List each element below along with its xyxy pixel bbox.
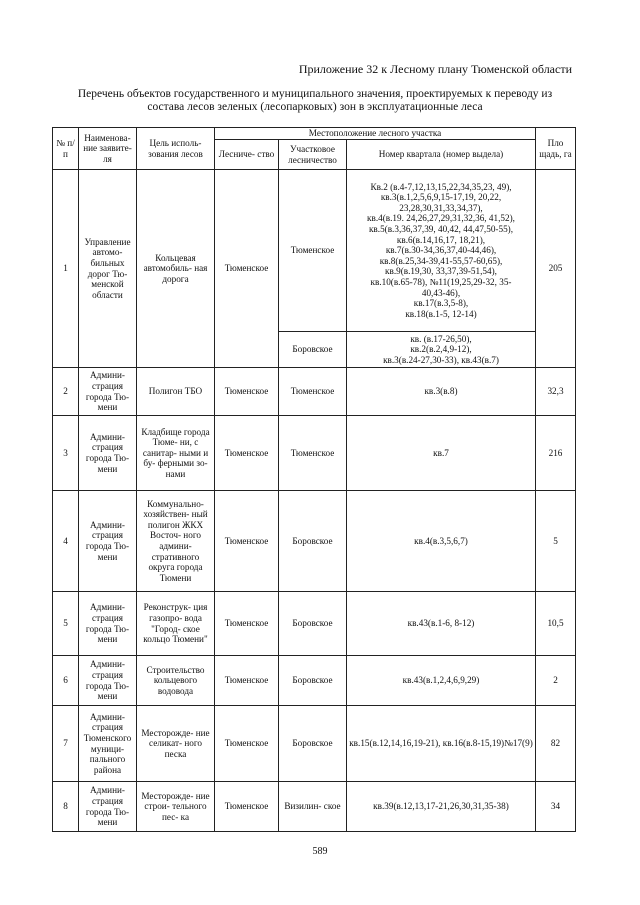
cell-district: Боровское	[279, 332, 347, 368]
header-district: Участковое лесничество	[279, 140, 347, 170]
cell-district: Боровское	[279, 706, 347, 782]
quarter-line: кв.3(в.1,2,5,6,9,15-17,19, 20,22,	[380, 192, 502, 203]
cell-purpose: Месторожде- ние строи- тельного пес- ка	[137, 782, 215, 832]
cell-quarter: кв.3(в.8)	[347, 368, 536, 416]
cell-num: 1	[53, 170, 79, 368]
table-row	[53, 592, 576, 656]
cell-area: 205	[536, 170, 576, 368]
table-row	[53, 416, 576, 491]
quarter-line: 40,43-46),	[421, 287, 461, 298]
cell-area: 82	[536, 706, 576, 782]
cell-area: 10,5	[536, 592, 576, 656]
table-row	[53, 782, 576, 832]
table-row	[53, 706, 576, 782]
cell-purpose: Полигон ТБО	[137, 368, 215, 416]
cell-forestry: Тюменское	[215, 368, 279, 416]
quarter-line: кв.10(в.65-78), №11(19,25,29-32, 35-	[370, 276, 512, 287]
cell-area: 34	[536, 782, 576, 832]
objects-table	[52, 127, 576, 832]
header-forestry: Лесниче- ство	[215, 140, 279, 170]
cell-applicant: Админи- страция города Тю- мени	[79, 416, 137, 491]
header-num: № п/п	[53, 128, 79, 170]
cell-quarter: кв.15(в.12,14,16,19-21), кв.16(в.8-15,19)№17(9)	[347, 706, 536, 782]
cell-forestry: Тюменское	[215, 706, 279, 782]
quarter-line: кв.18(в.1-5, 12-14)	[405, 308, 477, 319]
quarter-line: кв.8(в.25,34-39,41-55,57-60,65),	[379, 255, 503, 266]
quarter-line: кв.7(в.30-34,36,37,40-44,46),	[385, 245, 497, 256]
cell-applicant: Админи- страция города Тю- мени	[79, 491, 137, 592]
cell-num: 2	[53, 368, 79, 416]
cell-area: 32,3	[536, 368, 576, 416]
cell-forestry: Тюменское	[215, 782, 279, 832]
cell-purpose: Реконструк- ция газопро- вода "Город- ское кольцо Тюмени"	[137, 592, 215, 656]
cell-district: Боровское	[279, 592, 347, 656]
cell-quarter: кв.43(в.1-6, 8-12)	[347, 592, 536, 656]
cell-applicant: Админи- страция города Тю- мени	[79, 782, 137, 832]
cell-forestry: Тюменское	[215, 592, 279, 656]
document-title: Перечень объектов государственного и муниципального значения, проектируемых к переводу из состава лесов зеленых (лесопарковых) зон в эксплуатационные леса	[77, 88, 553, 113]
quarter-line: кв.2(в.2,4,9-12),	[410, 344, 472, 355]
cell-purpose: Коммунально- хозяйствен- ный полигон ЖКХ Восточ- ного админи- стративного округа города Тюмени	[137, 491, 215, 592]
cell-forestry: Тюменское	[215, 491, 279, 592]
cell-quarter: кв.39(в.12,13,17-21,26,30,31,35-38)	[347, 782, 536, 832]
quarter-line: кв.5(в.3,36,37,39, 40,42, 44,47,50-55),	[368, 224, 514, 235]
cell-district: Тюменское	[279, 368, 347, 416]
cell-forestry: Тюменское	[215, 170, 279, 368]
cell-num: 4	[53, 491, 79, 592]
cell-applicant: Управление автомо- бильных дорог Тю- менской области	[79, 170, 137, 368]
cell-purpose: Месторожде- ние селикат- ного песка	[137, 706, 215, 782]
header-location: Местоположение лесного участка	[215, 128, 536, 140]
cell-forestry: Тюменское	[215, 416, 279, 491]
quarter-line: кв.4(в.19. 24,26,27,29,31,32,36, 41,52),	[367, 213, 515, 224]
quarter-line: 23,28,30,31,33,34,37),	[399, 202, 483, 213]
header-quarter: Номер квартала (номер выдела)	[347, 140, 536, 170]
cell-quarter: кв.4(в.3,5,6,7)	[347, 491, 536, 592]
cell-applicant: Админи- страция города Тю- мени	[79, 368, 137, 416]
table-row	[53, 491, 576, 592]
cell-forestry: Тюменское	[215, 656, 279, 706]
quarter-line: кв.17(в.3,5-8),	[413, 298, 469, 309]
cell-district: Визилин- ское	[279, 782, 347, 832]
page-number: 589	[312, 846, 328, 857]
cell-applicant: Админи- страция города Тю- мени	[79, 592, 137, 656]
quarter-line: Кв.2 (в.4-7,12,13,15,22,34,35,23, 49),	[370, 181, 512, 192]
quarter-line: кв.6(в.14,16,17, 18,21),	[396, 234, 486, 245]
cell-district: Тюменское	[279, 170, 347, 332]
header-applicant: Наименова- ние заявите- ля	[79, 128, 137, 170]
table-row	[53, 656, 576, 706]
cell-num: 5	[53, 592, 79, 656]
cell-quarter: кв.7	[347, 416, 536, 491]
cell-purpose: Строительство кольцевого водовода	[137, 656, 215, 706]
quarter-line: кв.9(в.19,30, 33,37,39-51,54),	[385, 266, 497, 277]
cell-quarter	[347, 170, 536, 332]
cell-num: 7	[53, 706, 79, 782]
cell-area: 2	[536, 656, 576, 706]
cell-applicant: Админи- страция Тюменского муници- пального района	[79, 706, 137, 782]
table-row	[53, 368, 576, 416]
header-purpose: Цель исполь- зования лесов	[137, 128, 215, 170]
cell-quarter	[347, 332, 536, 368]
cell-quarter: кв.43(в.1,2,4,6,9,29)	[347, 656, 536, 706]
cell-num: 6	[53, 656, 79, 706]
cell-num: 8	[53, 782, 79, 832]
cell-area: 216	[536, 416, 576, 491]
quarter-line: кв. (в.17-26,50),	[410, 333, 472, 344]
cell-district: Тюменское	[279, 416, 347, 491]
cell-purpose: Кладбище города Тюме- ни, с санитар- ными и бу- ферными зо- нами	[137, 416, 215, 491]
cell-num: 3	[53, 416, 79, 491]
quarter-line: кв.3(в.24-27,30-33), кв.43(в.7)	[383, 354, 499, 365]
cell-district: Боровское	[279, 491, 347, 592]
cell-applicant: Админи- страция города Тю- мени	[79, 656, 137, 706]
table-row	[53, 170, 576, 332]
cell-purpose: Кольцевая автомобиль- ная дорога	[137, 170, 215, 368]
appendix-heading: Приложение 32 к Лесному плану Тюменской области	[298, 62, 572, 76]
cell-area: 5	[536, 491, 576, 592]
header-area: Пло щадь, га	[536, 128, 576, 170]
cell-district: Боровское	[279, 656, 347, 706]
